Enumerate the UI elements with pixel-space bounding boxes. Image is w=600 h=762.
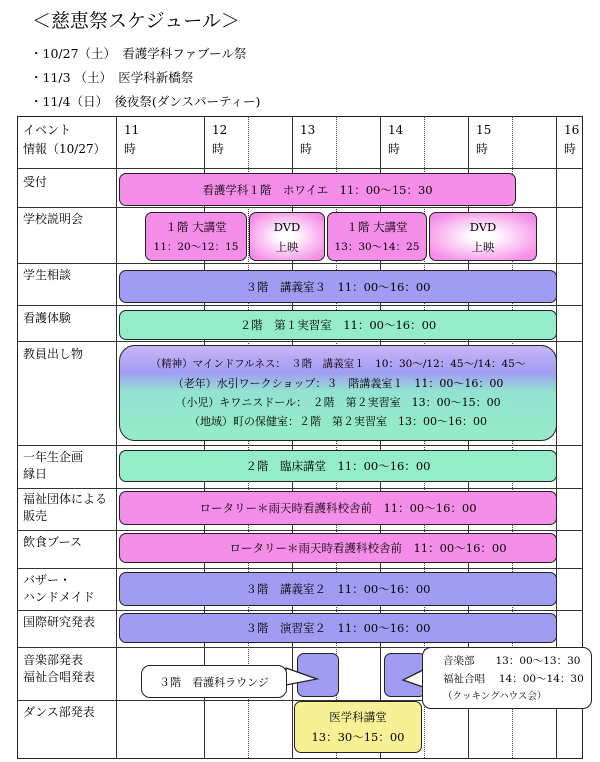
row-label-dance: ダンス部発表 bbox=[23, 705, 95, 719]
event-dvd-1: DVD 上映 bbox=[249, 212, 325, 261]
event-reception: 看護学科１階 ホワイエ 11：00〜15：30 bbox=[119, 173, 516, 206]
event-dance: 医学科講堂 13：30〜15：00 bbox=[294, 701, 422, 753]
grid-line bbox=[18, 305, 582, 306]
hour-label: 16 時 bbox=[564, 123, 580, 156]
row-label-school-info: 学校説明会 bbox=[23, 212, 84, 226]
row-label-food: 飲食ブース bbox=[23, 535, 83, 549]
event-welfare: ロータリー＊雨天時看護科校舎前 11：00〜16：00 bbox=[119, 491, 557, 525]
page-title: ＜慈恵祭スケジュール＞ bbox=[32, 10, 240, 32]
event-info-session-2: １階 大講堂 13：30〜14：25 bbox=[327, 212, 427, 261]
event-nursing: ２階 第１実習室 11：00〜16：00 bbox=[119, 310, 557, 340]
header-corner: イベント 情報（10/27） bbox=[23, 123, 106, 156]
grid-line bbox=[18, 341, 582, 342]
event-food: ロータリー＊雨天時看護科校舎前 11：00〜16：00 bbox=[119, 533, 557, 563]
event-bazaar: ３階 講義室２ 11：00〜16：00 bbox=[119, 572, 557, 606]
row-label-student-consult: 学生相談 bbox=[23, 268, 72, 282]
grid-line bbox=[18, 445, 582, 446]
row-label-reception: 受付 bbox=[23, 175, 48, 189]
event-dvd-2: DVD 上映 bbox=[429, 212, 537, 261]
grid-line bbox=[18, 610, 582, 611]
row-label-music: 音楽部発表 福祉合唱発表 bbox=[23, 653, 96, 684]
grid-line bbox=[18, 168, 582, 169]
grid-line bbox=[18, 263, 582, 264]
hour-label: 13 時 bbox=[300, 123, 316, 156]
row-label-intl: 国際研究発表 bbox=[23, 615, 96, 629]
date-line: ・11/4（日） 後夜祭(ダンスパーティー) bbox=[30, 94, 261, 109]
grid-line bbox=[18, 488, 582, 489]
row-label-bazaar: バザー・ ハンドメイド bbox=[23, 573, 95, 604]
event-info-session-1: １階 大講堂 11：20〜12：15 bbox=[145, 212, 247, 261]
event-first-year: ２階 臨床講堂 11：00〜16：00 bbox=[119, 450, 557, 482]
music-callout: 音楽部 13：00〜13：30 福祉合唱 14：00〜14：30 （クッキングハウス会） bbox=[422, 647, 592, 709]
grid-line bbox=[116, 117, 117, 758]
grid-line bbox=[18, 568, 582, 569]
hour-label: 11 時 bbox=[124, 123, 140, 156]
row-label-welfare: 福祉団体による 販売 bbox=[23, 492, 108, 523]
event-music-block-2 bbox=[384, 653, 426, 697]
schedule-table bbox=[17, 116, 583, 759]
grid-line bbox=[18, 530, 582, 531]
event-music-block-1 bbox=[297, 653, 339, 697]
grid-line bbox=[18, 207, 582, 208]
lounge-callout: ３階 看護科ラウンジ bbox=[141, 665, 287, 698]
row-label-first-year: 一年生企画 縁日 bbox=[23, 450, 84, 481]
hour-label: 15 時 bbox=[476, 123, 492, 156]
row-label-nursing: 看護体験 bbox=[23, 311, 72, 325]
hour-label: 12 時 bbox=[212, 123, 228, 156]
event-faculty: （精神）マインドフルネス： ３階 講義室１ 10：30〜/12：45〜/14：45〜 （老年）水引ワークショップ：３ 階講義室１ 11：00〜16：00 （小児）キワニスドール： ２階 第２実習室 13：00〜15：00 （地域）町の保健室：２階 第２実習室 13：00〜16：00 bbox=[119, 345, 557, 441]
event-student-consult: ３階 講義室３ 11：00〜16：00 bbox=[119, 270, 557, 303]
date-line: ・10/27（土） 看護学科ファブール祭 bbox=[30, 46, 247, 61]
row-label-faculty: 教員出し物 bbox=[23, 347, 84, 361]
date-line: ・11/3 （土） 医学科新橋祭 bbox=[30, 70, 194, 85]
hour-label: 14 時 bbox=[388, 123, 404, 156]
event-intl: ３階 演習室２ 11：00〜16：00 bbox=[119, 613, 557, 643]
